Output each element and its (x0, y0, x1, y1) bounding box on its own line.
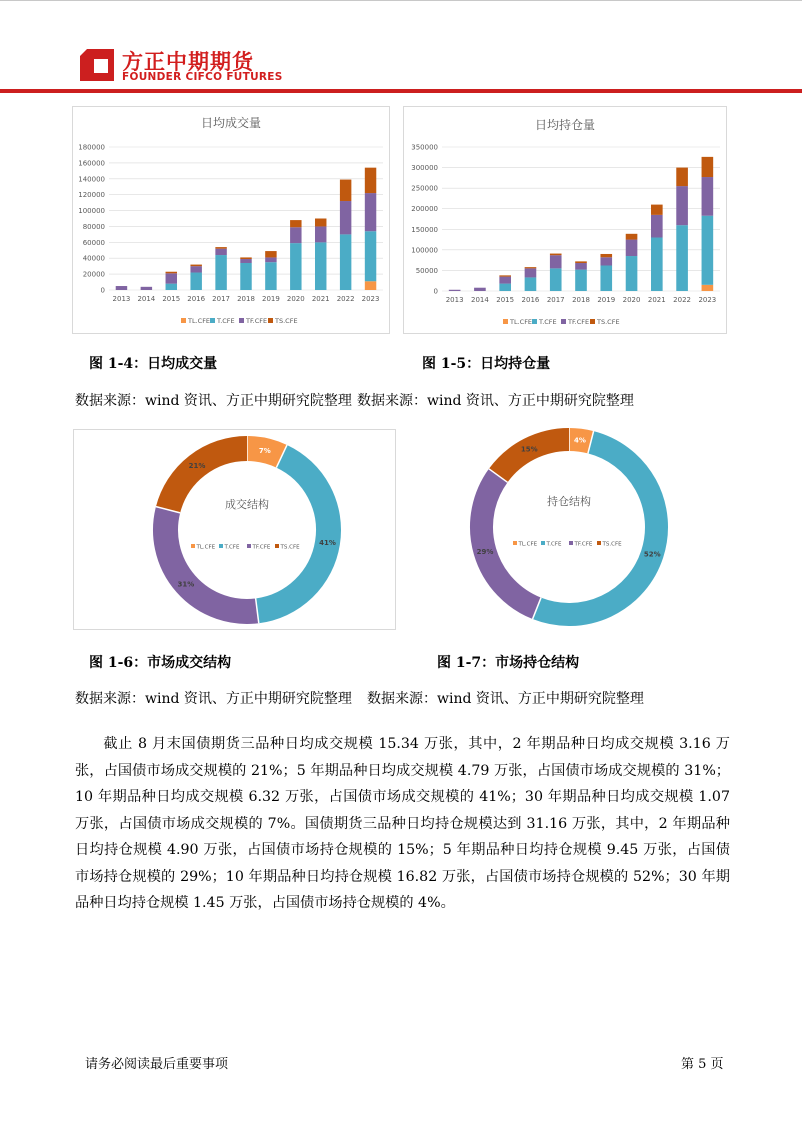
slice-value-label: 41% (319, 539, 336, 548)
page-header (0, 0, 802, 96)
bar-TS.CFE-2023 (365, 168, 376, 193)
bar-TS.CFE-2016 (190, 265, 201, 267)
chart-daily-open-interest (403, 106, 727, 334)
legend-label: TF.CFE (568, 318, 590, 326)
bar-T.CFE-2016 (190, 273, 201, 290)
bar-TS.CFE-2016 (525, 267, 537, 268)
y-tick-label: 120000 (78, 191, 105, 200)
bar-T.CFE-2015 (166, 284, 177, 290)
legend-label: TF.CFE (574, 541, 593, 548)
bar-TS.CFE-2022 (340, 180, 351, 201)
bar-T.CFE-2017 (215, 255, 226, 290)
bar-T.CFE-2023 (365, 231, 376, 281)
bar-TF.CFE-2021 (651, 215, 663, 238)
bar-TF.CFE-2016 (525, 268, 537, 277)
legend-swatch (503, 319, 508, 324)
company-logo-icon (78, 47, 116, 83)
source-fig1-6: 数据来源：wind 资讯、方正中期研究院整理 (75, 691, 352, 707)
bar-TS.CFE-2022 (676, 168, 688, 187)
legend-swatch (247, 544, 251, 548)
bar-TS.CFE-2020 (626, 234, 638, 240)
chart-title: 成交结构 (225, 498, 269, 511)
legend-label: T.CFE (224, 544, 240, 551)
footer-disclaimer-note: 请务必阅读最后重要事项 (85, 1057, 229, 1072)
legend-swatch (541, 541, 545, 545)
legend-label: T.CFE (546, 541, 562, 548)
bar-TF.CFE-2023 (702, 177, 714, 216)
bar-TS.CFE-2021 (651, 205, 663, 215)
x-tick-label: 2021 (311, 295, 330, 303)
x-tick-label: 2017 (546, 296, 565, 304)
x-tick-label: 2013 (112, 295, 131, 303)
x-tick-label: 2020 (622, 296, 641, 304)
bar-T.CFE-2019 (600, 265, 612, 291)
y-tick-label: 20000 (82, 270, 105, 279)
x-tick-label: 2021 (647, 296, 666, 304)
y-tick-label: 180000 (78, 143, 105, 152)
bar-TS.CFE-2021 (315, 219, 326, 227)
legend-swatch (597, 541, 601, 545)
legend-label: TL.CFE (518, 541, 538, 548)
chart-daily-volume (72, 106, 390, 334)
x-tick-label: 2022 (673, 296, 692, 304)
x-tick-label: 2015 (162, 295, 181, 303)
bar-TS.CFE-2015 (166, 272, 177, 274)
company-name-en: FOUNDER CIFCO FUTURES (122, 71, 283, 83)
bar-TS.CFE-2019 (265, 251, 276, 257)
y-tick-label: 300000 (411, 164, 438, 173)
bar-TS.CFE-2018 (575, 261, 587, 263)
x-tick-label: 2013 (445, 296, 464, 304)
y-tick-label: 80000 (82, 222, 105, 231)
source-fig1-4: 数据来源：wind 资讯、方正中期研究院整理 (75, 393, 352, 409)
chart-open-interest-structure-svg (458, 421, 680, 633)
legend-swatch (532, 319, 537, 324)
x-tick-label: 2014 (470, 296, 489, 304)
y-tick-label: 0 (100, 286, 105, 295)
x-tick-label: 2017 (212, 295, 231, 303)
x-tick-label: 2023 (698, 296, 717, 304)
legend-swatch (191, 544, 195, 548)
y-tick-label: 250000 (411, 184, 438, 193)
bar-TS.CFE-2017 (550, 254, 562, 256)
donut-slice-TF.CFE (165, 510, 257, 612)
bar-TF.CFE-2020 (626, 240, 638, 256)
bar-TS.CFE-2019 (600, 254, 612, 257)
x-tick-label: 2016 (187, 295, 206, 303)
bar-T.CFE-2019 (265, 262, 276, 290)
bar-T.CFE-2022 (340, 234, 351, 290)
y-tick-label: 200000 (411, 205, 438, 214)
x-tick-label: 2019 (261, 295, 280, 303)
legend-label: TL.CFE (196, 544, 216, 551)
chart-volume-structure (73, 429, 396, 630)
bar-TF.CFE-2019 (600, 257, 612, 265)
caption-fig1-7: 图 1-7：市场持仓结构 (437, 655, 580, 671)
legend-swatch (219, 544, 223, 548)
bar-TF.CFE-2020 (290, 227, 301, 243)
bar-TF.CFE-2017 (215, 249, 226, 255)
slice-value-label: 21% (188, 462, 206, 471)
slice-value-label: 4% (574, 436, 586, 445)
source-fig1-7: 数据来源：wind 资讯、方正中期研究院整理 (367, 691, 644, 707)
slice-value-label: 29% (476, 547, 494, 556)
legend-label: TF.CFE (252, 544, 271, 551)
bar-TS.CFE-2023 (702, 157, 714, 177)
x-tick-label: 2023 (361, 295, 380, 303)
chart-daily-volume-svg (73, 107, 389, 333)
y-tick-label: 40000 (82, 254, 105, 263)
slice-value-label: 52% (643, 550, 661, 559)
legend-label: TF.CFE (246, 317, 268, 325)
x-tick-label: 2016 (521, 296, 540, 304)
legend-swatch (268, 318, 273, 323)
chart-open-interest-structure (458, 421, 680, 633)
legend-swatch (513, 541, 517, 545)
legend-label: TS.CFE (602, 541, 622, 548)
bar-T.CFE-2017 (550, 268, 562, 291)
bar-TL.CFE-2023 (365, 281, 376, 290)
chart-title: 日均持仓量 (534, 118, 596, 132)
x-tick-label: 2022 (336, 295, 355, 303)
company-name-cn: 方正中期期货 (122, 50, 254, 74)
y-tick-label: 150000 (411, 225, 438, 234)
header-divider (0, 89, 802, 93)
x-tick-label: 2018 (237, 295, 255, 303)
bar-TS.CFE-2018 (240, 257, 251, 259)
y-tick-label: 60000 (82, 238, 105, 247)
x-tick-label: 2014 (137, 295, 156, 303)
caption-fig1-6: 图 1-6：市场成交结构 (89, 655, 232, 671)
slice-value-label: 15% (520, 445, 538, 454)
bar-T.CFE-2022 (676, 225, 688, 291)
y-tick-label: 160000 (78, 159, 105, 168)
y-tick-label: 100000 (411, 246, 438, 255)
legend-swatch (181, 318, 186, 323)
bar-T.CFE-2021 (315, 242, 326, 290)
bar-T.CFE-2021 (651, 238, 663, 291)
body-paragraph: 截止 8 月末国债期货三品种日均成交规模 15.34 万张，其中，2 年期品种日均成交规模 3.16 万张，占国债市场成交规模的 21%；5 年期品种日均成交规模 4.79 万张，占国债市场成交规模的 31%；10 年期品种日均成交规模 6.32 万张，占国债市场成交规模的 41%；30 年期品种日均成交规模 1.07 万张，占国债市场成交规模的 7%。国债期货三品种日均持仓规模达到 31.16 万张，其中，2 年期品种日均持仓规模 4.90 万张，占国债市场持仓规模的 15%；5 年期品种日均持仓规模 9.45 万张，占国债市场持仓规模的 29%；10 年期品种日均持仓规模 16.82 万张，占国债市场持仓规模的 52%；30 年期品种日均持仓规模 1.45 万张，占国债市场持仓规模的 4%。 (75, 736, 730, 911)
bar-TF.CFE-2017 (550, 255, 562, 268)
x-tick-label: 2019 (597, 296, 616, 304)
y-tick-label: 140000 (78, 175, 105, 184)
y-tick-label: 0 (433, 287, 438, 296)
bar-TF.CFE-2015 (166, 273, 177, 283)
bar-TF.CFE-2019 (265, 257, 276, 262)
chart-daily-open-interest-svg (404, 107, 726, 333)
bar-TF.CFE-2013 (116, 286, 127, 290)
bar-TF.CFE-2015 (499, 277, 511, 284)
x-tick-label: 2018 (572, 296, 590, 304)
legend-label: TL.CFE (510, 318, 533, 326)
slice-value-label: 7% (258, 446, 271, 455)
bar-TF.CFE-2016 (190, 266, 201, 272)
bar-T.CFE-2020 (626, 256, 638, 291)
bar-TF.CFE-2013 (449, 290, 461, 291)
bar-TF.CFE-2021 (315, 226, 326, 242)
bar-T.CFE-2018 (575, 270, 587, 291)
chart-volume-structure-svg (74, 430, 395, 629)
bar-T.CFE-2018 (240, 263, 251, 290)
donut-slice-T.CFE (537, 442, 657, 614)
legend-label: TL.CFE (188, 317, 211, 325)
bar-T.CFE-2023 (702, 216, 714, 285)
bar-TS.CFE-2017 (215, 247, 226, 249)
bar-TS.CFE-2020 (290, 220, 301, 227)
legend-label: TS.CFE (597, 318, 620, 326)
bar-TF.CFE-2018 (575, 263, 587, 270)
source-fig1-5: 数据来源：wind 资讯、方正中期研究院整理 (357, 393, 634, 409)
chart-title: 持仓结构 (547, 495, 591, 508)
bar-T.CFE-2015 (499, 284, 511, 291)
legend-swatch (275, 544, 279, 548)
legend-swatch (561, 319, 566, 324)
slice-value-label: 31% (177, 580, 195, 589)
legend-label: T.CFE (539, 318, 557, 326)
bar-TF.CFE-2014 (474, 288, 486, 291)
x-tick-label: 2020 (286, 295, 305, 303)
legend-swatch (569, 541, 573, 545)
bar-T.CFE-2016 (525, 277, 537, 291)
page-number: 第 5 页 (681, 1057, 724, 1072)
donut-slice-T.CFE (257, 456, 328, 611)
chart-title: 日均成交量 (200, 116, 262, 130)
bar-TF.CFE-2018 (240, 259, 251, 263)
bar-TL.CFE-2023 (702, 285, 714, 291)
bar-TF.CFE-2023 (365, 193, 376, 231)
caption-fig1-4: 图 1-4：日均成交量 (89, 356, 218, 372)
legend-swatch (239, 318, 244, 323)
caption-fig1-5: 图 1-5：日均持仓量 (422, 356, 551, 372)
bar-TF.CFE-2022 (676, 186, 688, 225)
y-tick-label: 50000 (415, 266, 438, 275)
bar-T.CFE-2020 (290, 243, 301, 290)
legend-swatch (210, 318, 215, 323)
legend-label: T.CFE (217, 317, 235, 325)
legend-swatch (590, 319, 595, 324)
bar-TF.CFE-2014 (141, 287, 152, 290)
bar-TF.CFE-2022 (340, 201, 351, 234)
x-tick-label: 2015 (496, 296, 515, 304)
y-tick-label: 100000 (78, 207, 105, 216)
legend-label: TS.CFE (275, 317, 298, 325)
bar-TS.CFE-2015 (499, 275, 511, 276)
legend-label: TS.CFE (280, 544, 300, 551)
y-tick-label: 350000 (411, 143, 438, 152)
